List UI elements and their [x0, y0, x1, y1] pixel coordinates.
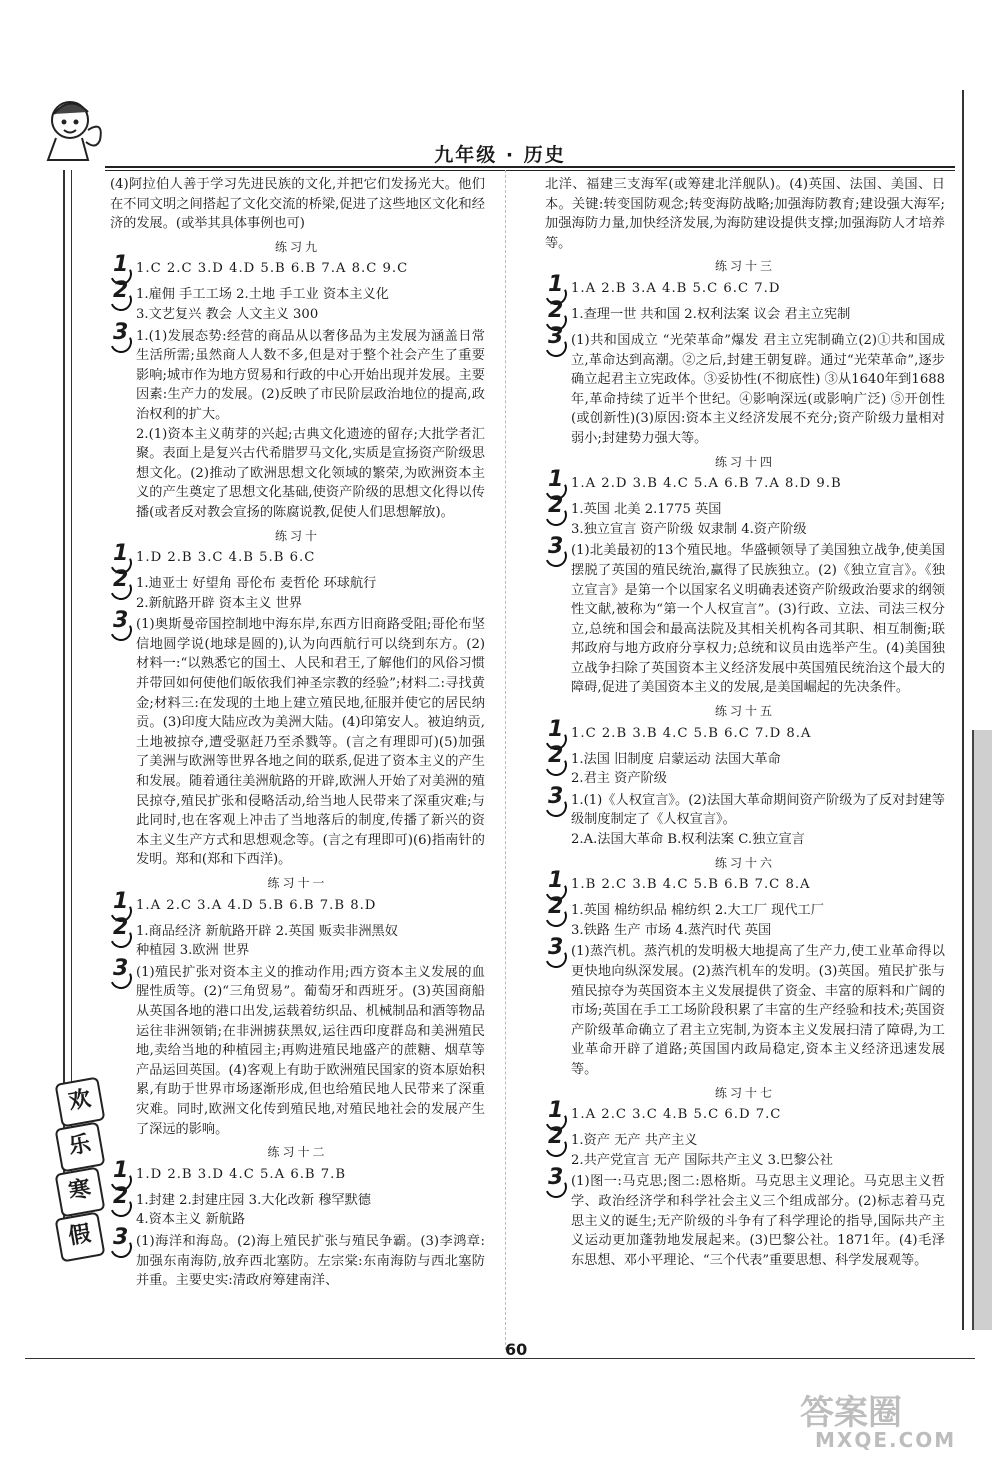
- watermark-url: MXQE.COM: [815, 1428, 957, 1452]
- answer-row: [110, 278, 485, 324]
- q2-marker-icon: 2: [545, 500, 571, 524]
- answer-text: 1.资产 无产 共产主义: [571, 1133, 698, 1149]
- answer-text: 1.英国 北美 2.1775 英国: [571, 502, 722, 518]
- answer-row: [545, 935, 945, 1079]
- answer-row: [545, 742, 945, 789]
- q1-marker-icon: 1: [110, 548, 136, 572]
- answer-text: 1.A 2.C 3.A 4.D 5.B 6.B 7.B 8.D: [136, 897, 377, 913]
- section-title: 练习十一: [267, 876, 328, 890]
- answer-text: 1.英国 棉纺织品 棉纺织 2.大工厂 现代工厂: [571, 903, 824, 919]
- right-column: [545, 175, 945, 1272]
- q3-marker-icon: 3: [545, 791, 571, 815]
- answer-row: [110, 608, 485, 870]
- answer-text: (1)共和国成立 “光荣革命”爆发 君主立宪制确立(2)①共和国成立,革命达到高潮。②之后,封建王朝复辟。通过“光荣革命”,逐步确立起君主立宪政体。③妥协性(不彻底性) ③从1640年到1688年,革命持续了近半个世纪。④影响深远(或影响广泛) ⑤开创性(或创新性)(3)原因:资本主义经济发展不充分;资产阶级力量相对弱小;封建势力强大等。: [571, 332, 945, 446]
- footer-rule: [25, 1358, 975, 1359]
- answer-row: [545, 1098, 945, 1129]
- answer-row: [110, 541, 485, 572]
- q2-marker-icon: 2: [110, 285, 136, 309]
- q1-marker-icon: 1: [545, 279, 571, 303]
- answer-text: 2.新航路开辟 资本主义 世界: [136, 595, 303, 611]
- watermark-logo: 答案圈: [800, 1393, 902, 1433]
- column-divider: [505, 170, 506, 1350]
- q2-marker-icon: 2: [545, 750, 571, 774]
- q1-marker-icon: 1: [545, 724, 571, 748]
- answer-text: (1)殖民扩张对资本主义的推动作用;西方资本主义发展的血腥性质等。(2)“三角贸易”。葡萄牙和西班牙。(3)英国商船从英国各地的港口出发,运载着纺织品、机械制品和酒等物品运往非洲领销;在非洲掳获黑奴,运往西印度群岛和美洲殖民地,卖给当地的种植园主;再购进殖民地盛产的蔗糖、烟草等产品运回英国。(4)客观上有助于欧洲殖民国家的资本原始积累,有助于世界市场逐渐形成,但也给殖民地人民带来了深重灾难。同时,欧洲文化传到殖民地,对殖民地社会的发展产生了深远的影响。: [136, 964, 485, 1137]
- answer-text: 1.D 2.B 3.D 4.C 5.A 6.B 7.B: [136, 1166, 347, 1182]
- section-title: 练习十六: [714, 855, 775, 870]
- answer-text: 1.C 2.C 3.D 4.D 5.B 6.B 7.A 8.C 9.C: [136, 261, 409, 277]
- answer-text: 种植园 3.欧洲 世界: [136, 943, 250, 959]
- answer-text: 4.资本主义 新航路: [136, 1212, 246, 1228]
- answer-text: 1.A 2.C 3.C 4.B 5.C 6.D 7.C: [571, 1107, 782, 1123]
- answer-row: [110, 914, 485, 961]
- answer-text: 1.A 2.B 3.A 4.B 5.C 6.C 7.D: [571, 280, 781, 296]
- answer-text: 1.C 2.B 3.B 4.C 5.B 6.C 7.D 8.A: [571, 725, 812, 741]
- answer-row: [545, 1165, 945, 1270]
- q3-marker-icon: 3: [110, 615, 136, 639]
- answer-text: (1)奥斯曼帝国控制地中海东岸,东西方旧商路受阻;哥伦布坚信地圆学说(地球是圆的),认为向西航行可以绕到东方。(2)材料一:“以熟悉它的国土、人民和君王,了解他们的风俗习惯并带回如何使他们皈依我们神圣宗教的经验”;材料二:寻找黄金;材料三:在发现的土地上建立殖民地,征服并使它的居民纳贡。(3)印度大陆应改为美洲大陆。(4)印第安人。被迫纳贡,土地被掠夺,遭受驱赶乃至杀戮等。(言之有理即可)(5)加强了美洲与欧洲等世界各地之间的联系,促进了资本主义的产生和发展。随着通往美洲航路的开辟,欧洲人开始了对美洲的殖民掠夺,殖民扩张和侵略活动,给当地人民带来了深重灾难;与此同时,也在客观上冲击了当地落后的制度,传播了新兴的资本主义生产方式和思想观念等。(言之有理即可)(6)指南针的发明。郑和(郑和下西洋)。: [136, 617, 485, 868]
- answer-text: (1)图一:马克思;图二:恩格斯。马克思主义理论。马克思主义哲学、政治经济学和科学社会主义三个组成部分。(2)标志着马克思主义的诞生;无产阶级的斗争有了科学理论的指导,国际共产主义运动更加蓬勃地发展起来。(3)巴黎公社。1871年。(4)毛泽东思想、邓小平理论、“三个代表”重要思想、科学发展观等。: [571, 1174, 945, 1268]
- q3-marker-icon: 3: [110, 327, 136, 351]
- section-title: 练习十三: [714, 259, 775, 274]
- seal-2: 乐: [55, 1122, 106, 1173]
- q3-marker-icon: 3: [110, 1232, 136, 1256]
- page-header: 九年级 · 历史: [434, 144, 566, 166]
- left-margin-bar: [63, 170, 72, 1220]
- answer-row: [545, 297, 945, 329]
- answer-row: [110, 319, 485, 523]
- answer-text: 1.商品经济 新航路开辟 2.英国 贩卖非洲黑奴: [136, 923, 398, 939]
- answer-text: 2.(1)资本主义萌芽的兴起;古典文化遗迹的留存;大批学者汇聚。表面上是复兴古代希腊罗马文化,实质是宣扬资产阶级思想文化。(2)推动了欧洲思想文化领域的繁荣,为欧洲资本主义的产生奠定了思想文化基础,使资产阶级的思想文化得以传播(或者反对教会宣扬的陈腐说教,促使人们思想解放)。: [136, 426, 485, 520]
- answer-text: 1.A 2.D 3.B 4.C 5.A 6.B 7.A 8.D 9.B: [571, 476, 842, 492]
- q1-marker-icon: 1: [545, 474, 571, 498]
- answer-row: [110, 1157, 485, 1189]
- answer-text: 1.查理一世 共和国 2.权利法案 议会 君主立宪制: [571, 306, 851, 322]
- answer-text: 1.D 2.B 3.C 4.B 5.B 6.C: [136, 550, 316, 566]
- seal-3: 寒: [55, 1167, 106, 1218]
- q2-marker-icon: 2: [545, 901, 571, 925]
- right-margin-tab: [972, 730, 992, 1330]
- left-column: [110, 175, 485, 1293]
- right-intro: 北洋、福建三支海军(或筹建北洋舰队)。(4)英国、法国、美国、日本。关键:转变国防观念;转变海防战略;加强海防教育;建设强大海军;加强海防力量,加快经济发展,为海防建设提供支撑;加强海防人才培养等。: [545, 177, 945, 251]
- q1-marker-icon: 1: [110, 259, 136, 283]
- q2-marker-icon: 2: [545, 305, 571, 329]
- q1-marker-icon: 1: [545, 1105, 571, 1129]
- answer-row: [545, 894, 945, 940]
- answer-text: 2.君主 资产阶级: [571, 771, 667, 787]
- answer-text: 2.共产党宣言 无产 国际共产主义 3.巴黎公社: [571, 1152, 833, 1168]
- q1-marker-icon: 1: [110, 896, 136, 920]
- answer-text: (1)北美最初的13个殖民地。华盛顿领导了美国独立战争,使美国摆脱了英国的殖民统治,赢得了民族独立。(2)《独立宣言》。《独立宣言》是第一个以国家名义明确表述资产阶级政治要求的纲领性文献,被称为“第一个人权宣言”。(3)行政、立法、司法三权分立,总统和国会和最高法院及其相关机构各司其职、相互制衡;联邦政府与地方政府分享权力;总统和议员由选举产生。(4)美国独立战争扫除了英国资本主义经济发展中英国殖民统治这个最大的障碍,促进了美国资本主义的发展,是美国崛起的先决条件。: [571, 543, 945, 696]
- answer-text: 2.A.法国大革命 B.权利法案 C.独立宣言: [571, 832, 805, 848]
- section-title: 练习十五: [714, 704, 775, 719]
- q3-marker-icon: 3: [545, 331, 571, 355]
- answer-text: 3.文艺复兴 教会 人文主义 300: [136, 306, 319, 322]
- answer-text: 3.铁路 生产 市场 4.蒸汽时代 英国: [571, 922, 772, 938]
- answer-row: [545, 783, 945, 850]
- answer-text: 3.独立宣言 资产阶级 奴隶制 4.资产阶级: [571, 521, 807, 537]
- answer-row: [545, 868, 945, 899]
- section-title: 练习十四: [714, 454, 775, 469]
- q3-marker-icon: 3: [545, 1172, 571, 1196]
- answer-text: 1.雇佣 手工工场 2.土地 手工业 资本主义化: [136, 287, 389, 303]
- answer-text: (1)蒸汽机。蒸汽机的发明极大地提高了生产力,使工业革命得以更快地向纵深发展。(2)蒸汽机车的发明。(3)英国。殖民扩张与殖民掠夺为英国资本主义发展提供了资金、丰富的原料和广阔的市场;英国在手工工场阶段积累了丰富的生产经验和技术;英国资产阶级革命确立了君主立宪制,为资本主义发展扫清了障碍,为工业革命开辟了道路;英国国内政局稳定,资本主义经济迅速发展等。: [571, 944, 945, 1077]
- q1-marker-icon: 1: [545, 875, 571, 899]
- left-intro: (4)阿拉伯人善于学习先进民族的文化,并把它们发扬光大。他们在不同文明之间搭起了文化交流的桥梁,促进了这些地区文化和经济的发展。(或举其具体事例也可): [110, 177, 485, 232]
- answer-row: [545, 1124, 945, 1170]
- header-rule-thin: [105, 170, 955, 171]
- q1-marker-icon: 1: [110, 1165, 136, 1189]
- answer-row: [110, 567, 485, 613]
- answer-text: 1.迪亚士 好望角 哥伦布 麦哲伦 环球航行: [136, 576, 377, 592]
- answer-row: [110, 955, 485, 1139]
- answer-row: [110, 1224, 485, 1291]
- q2-marker-icon: 2: [110, 1191, 136, 1215]
- answer-text: 1.B 2.C 3.B 4.C 5.B 6.B 7.C 8.A: [571, 877, 811, 893]
- answer-row: [545, 716, 945, 748]
- answer-text: 1.封建 2.封建庄园 3.大化改新 穆罕默德: [136, 1192, 371, 1208]
- q3-marker-icon: 3: [545, 942, 571, 966]
- answer-text: 1.法国 旧制度 启蒙运动 法国大革命: [571, 751, 781, 767]
- section-title: 练习九: [274, 239, 320, 254]
- seal-1: 欢: [55, 1077, 106, 1128]
- right-margin-line: [962, 90, 964, 1330]
- answer-row: [545, 467, 945, 498]
- answer-row: [545, 271, 945, 303]
- page-number: 60: [505, 1340, 528, 1359]
- header-rule: [105, 166, 955, 168]
- answer-row: [545, 534, 945, 698]
- answer-row: [110, 1183, 485, 1230]
- section-title: 练习十二: [267, 1145, 328, 1160]
- q3-marker-icon: 3: [545, 541, 571, 565]
- q2-marker-icon: 2: [110, 574, 136, 598]
- section-title: 练习十: [274, 528, 320, 543]
- answer-row: [545, 493, 945, 539]
- answer-text: 1.(1)发展态势:经营的商品从以奢侈品为主发展为涵盖日常生活所需;虽然商人人数不多,但是对于整个社会产生了重要影响;城市作为地方贸易和行政的中心开始出现并发展。主要因素:生产力的发展。(2)反映了市民阶层政治地位的提高,政治权利的扩大。: [136, 328, 485, 422]
- answer-text: (1)海洋和海岛。(2)海上殖民扩张与殖民争霸。(3)李鸿章:加强东南海防,放弃西北塞防。左宗棠:东南海防与西北塞防并重。主要史实:清政府筹建南洋、: [136, 1233, 485, 1289]
- q2-marker-icon: 2: [545, 1131, 571, 1155]
- answer-row: [110, 252, 485, 283]
- answer-text: 1.(1)《人权宣言》。(2)法国大革命期间资产阶级为了反对封建等级制度制定了《人权宣言》。: [571, 792, 945, 828]
- seal-4: 假: [55, 1212, 106, 1263]
- answer-row: [110, 888, 485, 920]
- q2-marker-icon: 2: [110, 922, 136, 946]
- q3-marker-icon: 3: [110, 963, 136, 987]
- answer-row: [545, 323, 945, 449]
- section-title: 练习十七: [714, 1085, 775, 1100]
